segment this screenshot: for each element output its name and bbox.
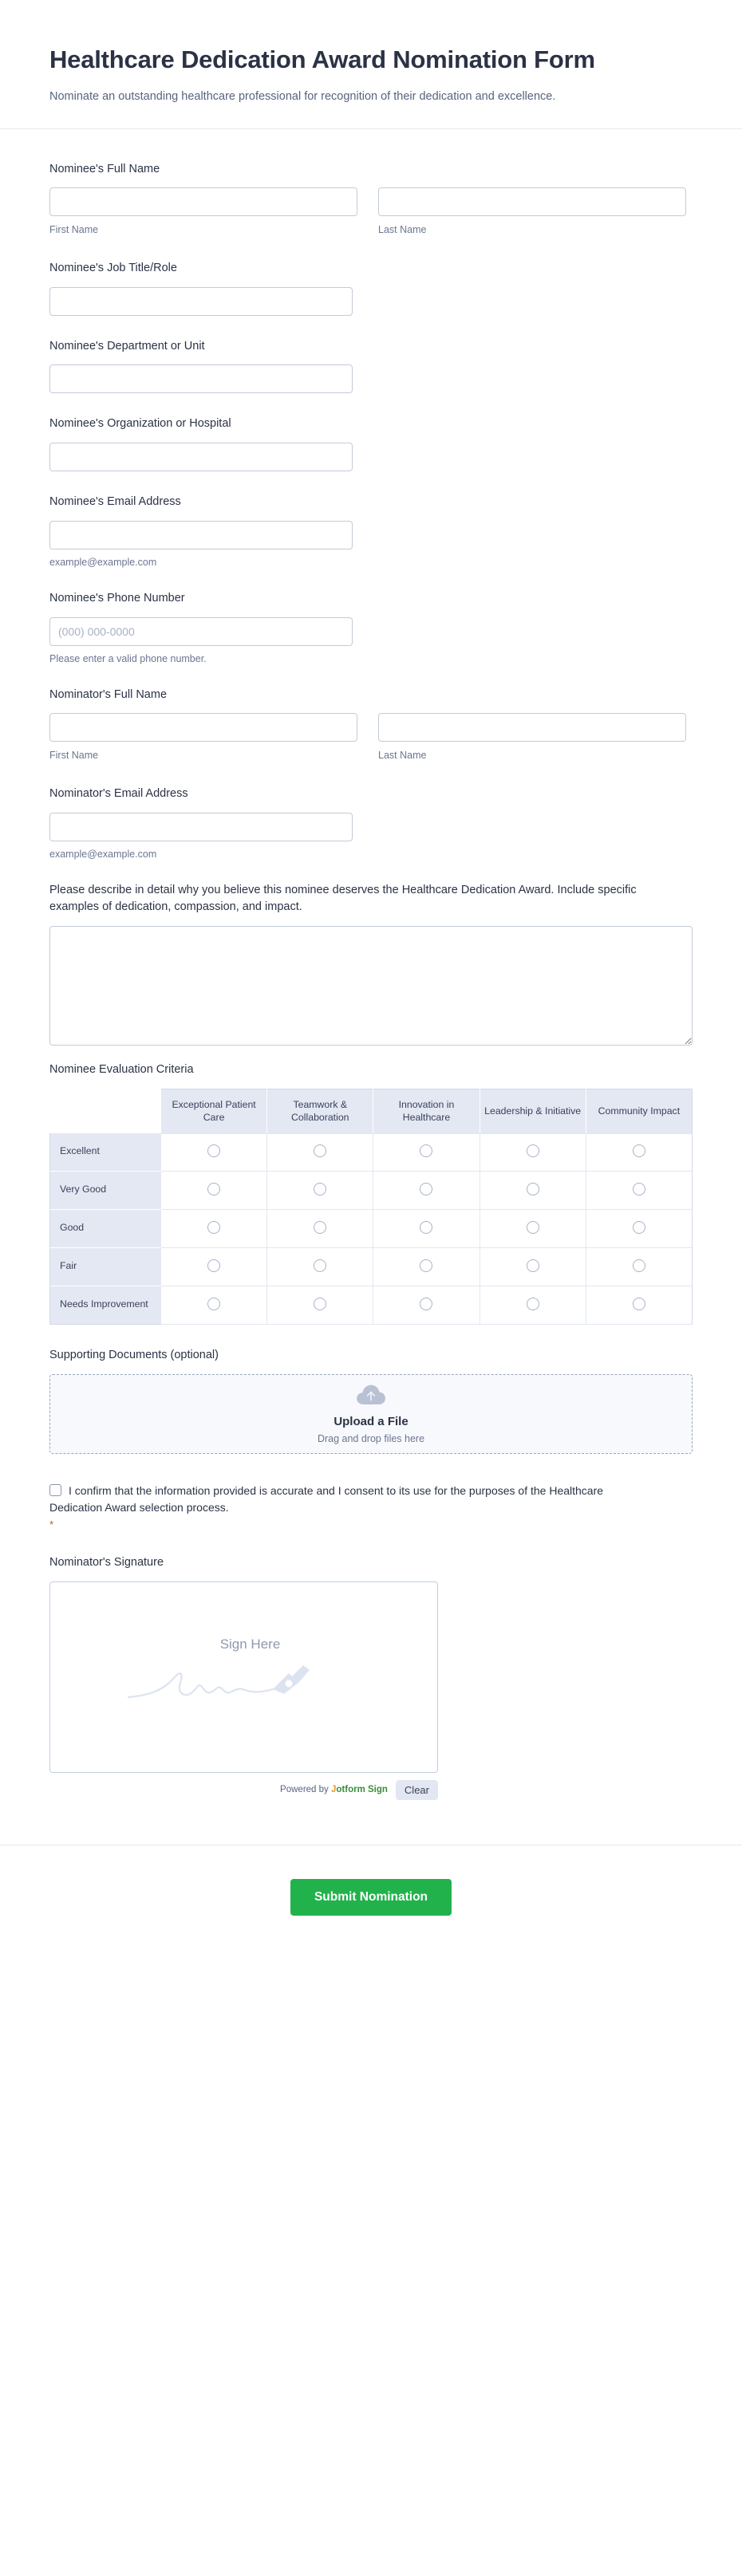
field-supporting-documents — [49, 1337, 693, 1467]
label-nominee-job-title: Nominee's Job Title/Role — [49, 261, 177, 274]
file-upload-dropzone[interactable] — [49, 1374, 693, 1454]
matrix-col-header: Community Impact — [586, 1089, 693, 1133]
matrix-cell[interactable] — [161, 1286, 267, 1325]
label-nominator-full-name: Nominator's Full Name — [49, 687, 168, 701]
nominator-name-row — [49, 713, 693, 763]
field-nomination-description — [49, 872, 693, 1059]
matrix-cell[interactable] — [373, 1248, 480, 1286]
nominee-phone-input[interactable] — [49, 617, 353, 646]
field-nominee-department — [49, 329, 693, 407]
matrix-cell[interactable] — [373, 1286, 480, 1325]
matrix-cell[interactable] — [586, 1248, 693, 1286]
upload-title: Upload a File — [334, 1415, 408, 1429]
nominee-last-name-sublabel: Last Name — [378, 224, 427, 236]
nominee-last-name-col — [378, 187, 686, 238]
radio-needs-improvement-teamwork-collaboration[interactable] — [314, 1298, 326, 1310]
matrix-cell[interactable] — [480, 1286, 586, 1325]
signature-footer — [49, 1780, 438, 1800]
page-title: Healthcare Dedication Award Nomination Form — [49, 45, 595, 73]
field-nominator-signature — [49, 1535, 693, 1813]
matrix-row — [49, 1172, 693, 1210]
label-nominee-phone: Nominee's Phone Number — [49, 591, 185, 605]
label-nominee-full-name: Nominee's Full Name — [49, 162, 160, 175]
powered-prefix: Powered by — [280, 1785, 331, 1795]
matrix-row-header: Good — [49, 1210, 161, 1248]
cloud-upload-icon — [356, 1383, 386, 1411]
matrix-cell[interactable] — [161, 1172, 267, 1210]
field-nominator-full-name — [49, 677, 693, 776]
signature-pad[interactable] — [49, 1581, 438, 1773]
nominator-email-input[interactable] — [49, 813, 353, 841]
page-subtitle: Nominate an outstanding healthcare professional for recognition of their dedication and excellence. — [49, 90, 556, 104]
radio-good-community-impact[interactable] — [633, 1221, 645, 1234]
radio-needs-improvement-exceptional-patient-care[interactable] — [207, 1298, 220, 1310]
matrix-cell[interactable] — [480, 1172, 586, 1210]
nomination-description-textarea[interactable] — [49, 926, 693, 1046]
form-footer — [0, 1845, 742, 1964]
field-evaluation-matrix — [49, 1058, 693, 1337]
field-nominee-job-title — [49, 250, 693, 329]
field-nominee-phone — [49, 581, 693, 677]
matrix-row-header: Very Good — [49, 1172, 161, 1210]
signature-squiggle-icon — [124, 1659, 364, 1707]
matrix-cell[interactable] — [480, 1133, 586, 1172]
matrix-col-header: Exceptional Patient Care — [161, 1089, 267, 1133]
submit-button[interactable]: Submit Nomination — [290, 1879, 452, 1916]
nominee-last-name-input[interactable] — [378, 187, 686, 216]
evaluation-matrix-table — [49, 1089, 693, 1325]
consent-label: I confirm that the information provided is accurate and I consent to its use for the purposes of the Healthcare Dedication Award selection process. — [49, 1483, 604, 1514]
matrix-cell[interactable] — [161, 1133, 267, 1172]
nominee-email-hint: example@example.com — [49, 556, 157, 568]
label-nominator-email: Nominator's Email Address — [49, 786, 188, 800]
matrix-cell[interactable] — [267, 1133, 373, 1172]
nominator-email-hint: example@example.com — [49, 848, 157, 860]
nominee-first-name-input[interactable] — [49, 187, 357, 216]
matrix-cell[interactable] — [373, 1133, 480, 1172]
radio-needs-improvement-innovation-in-healthcare[interactable] — [420, 1298, 432, 1310]
nominator-last-name-col — [378, 713, 686, 763]
radio-very-good-leadership-initiative[interactable] — [527, 1183, 539, 1195]
matrix-header-row — [49, 1089, 693, 1133]
radio-fair-leadership-initiative[interactable] — [527, 1259, 539, 1272]
required-marker: * — [49, 1518, 54, 1531]
matrix-cell[interactable] — [480, 1210, 586, 1248]
matrix-col-header: Teamwork & Collaboration — [267, 1089, 373, 1133]
nominator-first-name-sublabel: First Name — [49, 750, 99, 762]
radio-excellent-leadership-initiative[interactable] — [527, 1144, 539, 1157]
jotform-brand-initial: J — [330, 1785, 337, 1795]
radio-excellent-teamwork-collaboration[interactable] — [314, 1144, 326, 1157]
nominee-email-input[interactable] — [49, 521, 353, 549]
field-nominee-email — [49, 484, 693, 581]
label-nominee-department: Nominee's Department or Unit — [49, 339, 205, 353]
matrix-cell[interactable] — [267, 1286, 373, 1325]
radio-excellent-community-impact[interactable] — [633, 1144, 645, 1157]
label-nominee-email: Nominee's Email Address — [49, 495, 181, 509]
label-evaluation-matrix: Nominee Evaluation Criteria — [49, 1063, 194, 1077]
upload-subtitle: Drag and drop files here — [317, 1432, 425, 1444]
nominee-first-name-sublabel: First Name — [49, 224, 99, 236]
label-nominee-organization: Nominee's Organization or Hospital — [49, 417, 231, 431]
radio-excellent-exceptional-patient-care[interactable] — [207, 1144, 220, 1157]
field-consent — [49, 1467, 693, 1535]
jotform-brand-rest: otform Sign — [336, 1785, 388, 1795]
matrix-row-header: Excellent — [49, 1133, 161, 1172]
label-nominator-signature: Nominator's Signature — [49, 1556, 164, 1570]
name-row — [49, 187, 693, 238]
signature-placeholder-text: Sign Here — [219, 1636, 281, 1652]
radio-very-good-exceptional-patient-care[interactable] — [207, 1183, 220, 1195]
nominee-organization-input[interactable] — [49, 443, 353, 471]
signature-placeholder — [50, 1636, 437, 1707]
field-nominator-email — [49, 776, 693, 872]
field-nominee-full-name — [49, 152, 693, 250]
matrix-cell[interactable] — [586, 1133, 693, 1172]
matrix-corner-cell — [49, 1089, 161, 1133]
matrix-row — [49, 1133, 693, 1172]
radio-very-good-innovation-in-healthcare[interactable] — [420, 1183, 432, 1195]
matrix-cell[interactable] — [267, 1248, 373, 1286]
radio-fair-exceptional-patient-care[interactable] — [207, 1259, 220, 1272]
form-body — [0, 129, 742, 1813]
matrix-cell[interactable] — [586, 1286, 693, 1325]
matrix-col-header: Leadership & Initiative — [480, 1089, 586, 1133]
matrix-row-header: Fair — [49, 1248, 161, 1286]
matrix-cell[interactable] — [586, 1172, 693, 1210]
nominee-job-title-input[interactable] — [49, 287, 353, 316]
matrix-row — [49, 1248, 693, 1286]
jotform-sign-brand — [331, 1785, 388, 1794]
matrix-head — [49, 1089, 693, 1133]
radio-fair-teamwork-collaboration[interactable] — [314, 1259, 326, 1272]
radio-excellent-innovation-in-healthcare[interactable] — [420, 1144, 432, 1157]
radio-good-leadership-initiative[interactable] — [527, 1221, 539, 1234]
nominee-phone-hint: Please enter a valid phone number. — [49, 652, 207, 664]
radio-good-exceptional-patient-care[interactable] — [207, 1221, 220, 1234]
matrix-cell[interactable] — [267, 1210, 373, 1248]
consent-checkbox[interactable] — [49, 1484, 61, 1496]
nominator-first-name-col — [49, 713, 357, 763]
nominator-last-name-input[interactable] — [378, 713, 686, 742]
radio-good-innovation-in-healthcare[interactable] — [420, 1221, 432, 1234]
label-nomination-description: Please describe in detail why you believe this nominee deserves the Healthcare Dedication Award. Include specific examples of dedication, compassion, and impact. — [49, 883, 637, 914]
matrix-row — [49, 1210, 693, 1248]
powered-by-label — [280, 1785, 388, 1794]
nominator-first-name-input[interactable] — [49, 713, 357, 742]
matrix-col-header: Innovation in Healthcare — [373, 1089, 480, 1133]
radio-fair-innovation-in-healthcare[interactable] — [420, 1259, 432, 1272]
radio-fair-community-impact[interactable] — [633, 1259, 645, 1272]
form-header — [0, 0, 742, 129]
matrix-cell[interactable] — [161, 1210, 267, 1248]
nominee-department-input[interactable] — [49, 364, 353, 393]
matrix-cell[interactable] — [161, 1248, 267, 1286]
matrix-row-header: Needs Improvement — [49, 1286, 161, 1325]
clear-signature-button[interactable]: Clear — [396, 1780, 438, 1800]
matrix-cell[interactable] — [480, 1248, 586, 1286]
consent-row — [49, 1483, 608, 1517]
radio-good-teamwork-collaboration[interactable] — [314, 1221, 326, 1234]
matrix-cell[interactable] — [586, 1210, 693, 1248]
field-nominee-organization — [49, 406, 693, 484]
matrix-body — [49, 1133, 693, 1325]
matrix-cell[interactable] — [267, 1172, 373, 1210]
nominator-last-name-sublabel: Last Name — [378, 750, 427, 762]
radio-needs-improvement-community-impact[interactable] — [633, 1298, 645, 1310]
nominee-first-name-col — [49, 187, 357, 238]
radio-needs-improvement-leadership-initiative[interactable] — [527, 1298, 539, 1310]
radio-very-good-community-impact[interactable] — [633, 1183, 645, 1195]
matrix-cell[interactable] — [373, 1172, 480, 1210]
matrix-row — [49, 1286, 693, 1325]
matrix-cell[interactable] — [373, 1210, 480, 1248]
radio-very-good-teamwork-collaboration[interactable] — [314, 1183, 326, 1195]
label-supporting-documents: Supporting Documents (optional) — [49, 1348, 219, 1361]
